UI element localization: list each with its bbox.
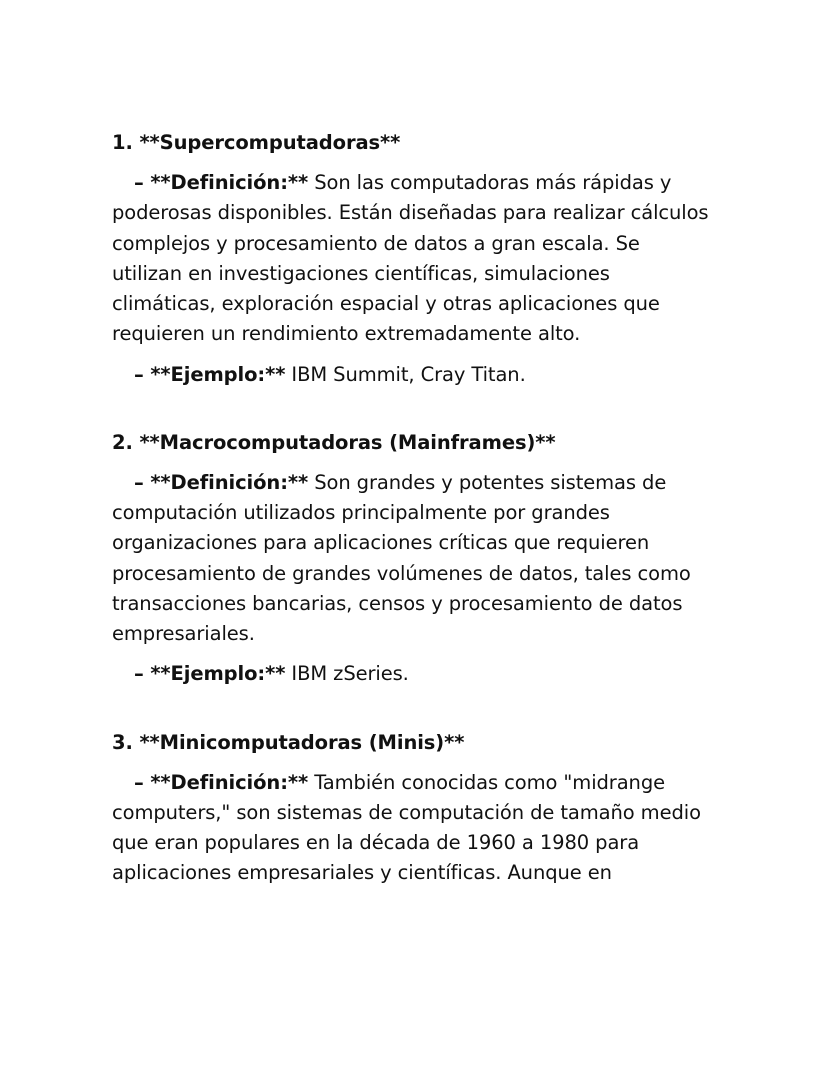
- section-heading: 2. **Macrocomputadoras (Mainframes)**: [112, 430, 556, 454]
- section-definition: [112, 168, 715, 349]
- document-section: [112, 428, 712, 690]
- definition-label: – **Definición:**: [134, 770, 309, 794]
- definition-text: También conocidas como "midrange computers," son sistemas de computación de tamaño medio que eran populares en la década de 1960 a 1980 para aplicaciones empresariales y científicas. Aunque en: [112, 770, 708, 885]
- example-text: IBM zSeries.: [285, 662, 409, 686]
- document-section: [112, 728, 712, 889]
- document-section: [112, 128, 715, 390]
- definition-text: Son las computadoras más rápidas y poderosas disponibles. Están diseñadas para realizar cálculos complejos y procesamiento de datos a gran escala. Se utilizan en investigaciones científicas, simulaciones climáticas, exploración espacial y otras aplicaciones que requieren un rendimiento extremadamente alto.: [112, 171, 715, 346]
- definition-text: Son grandes y potentes sistemas de computación utilizados principalmente por grandes organizaciones para aplicaciones críticas que requieren procesamiento de grandes volúmenes de datos, tales como transacciones bancarias, censos y procesamiento de datos empresariales.: [112, 470, 697, 646]
- section-heading: 1. **Supercomputadoras**: [112, 131, 401, 154]
- example-label: – **Ejemplo:**: [134, 662, 286, 686]
- section-definition: [112, 468, 712, 649]
- document-body: [112, 128, 715, 889]
- example-label: – **Ejemplo:**: [134, 362, 286, 386]
- section-example: [112, 360, 712, 390]
- definition-label: – **Definición:**: [134, 470, 309, 494]
- section-example: [112, 659, 712, 689]
- section-definition: [112, 768, 712, 889]
- section-heading: 3. **Minicomputadoras (Minis)**: [112, 730, 465, 754]
- example-text: IBM Summit, Cray Titan.: [285, 362, 526, 386]
- definition-label: – **Definición:**: [134, 171, 309, 195]
